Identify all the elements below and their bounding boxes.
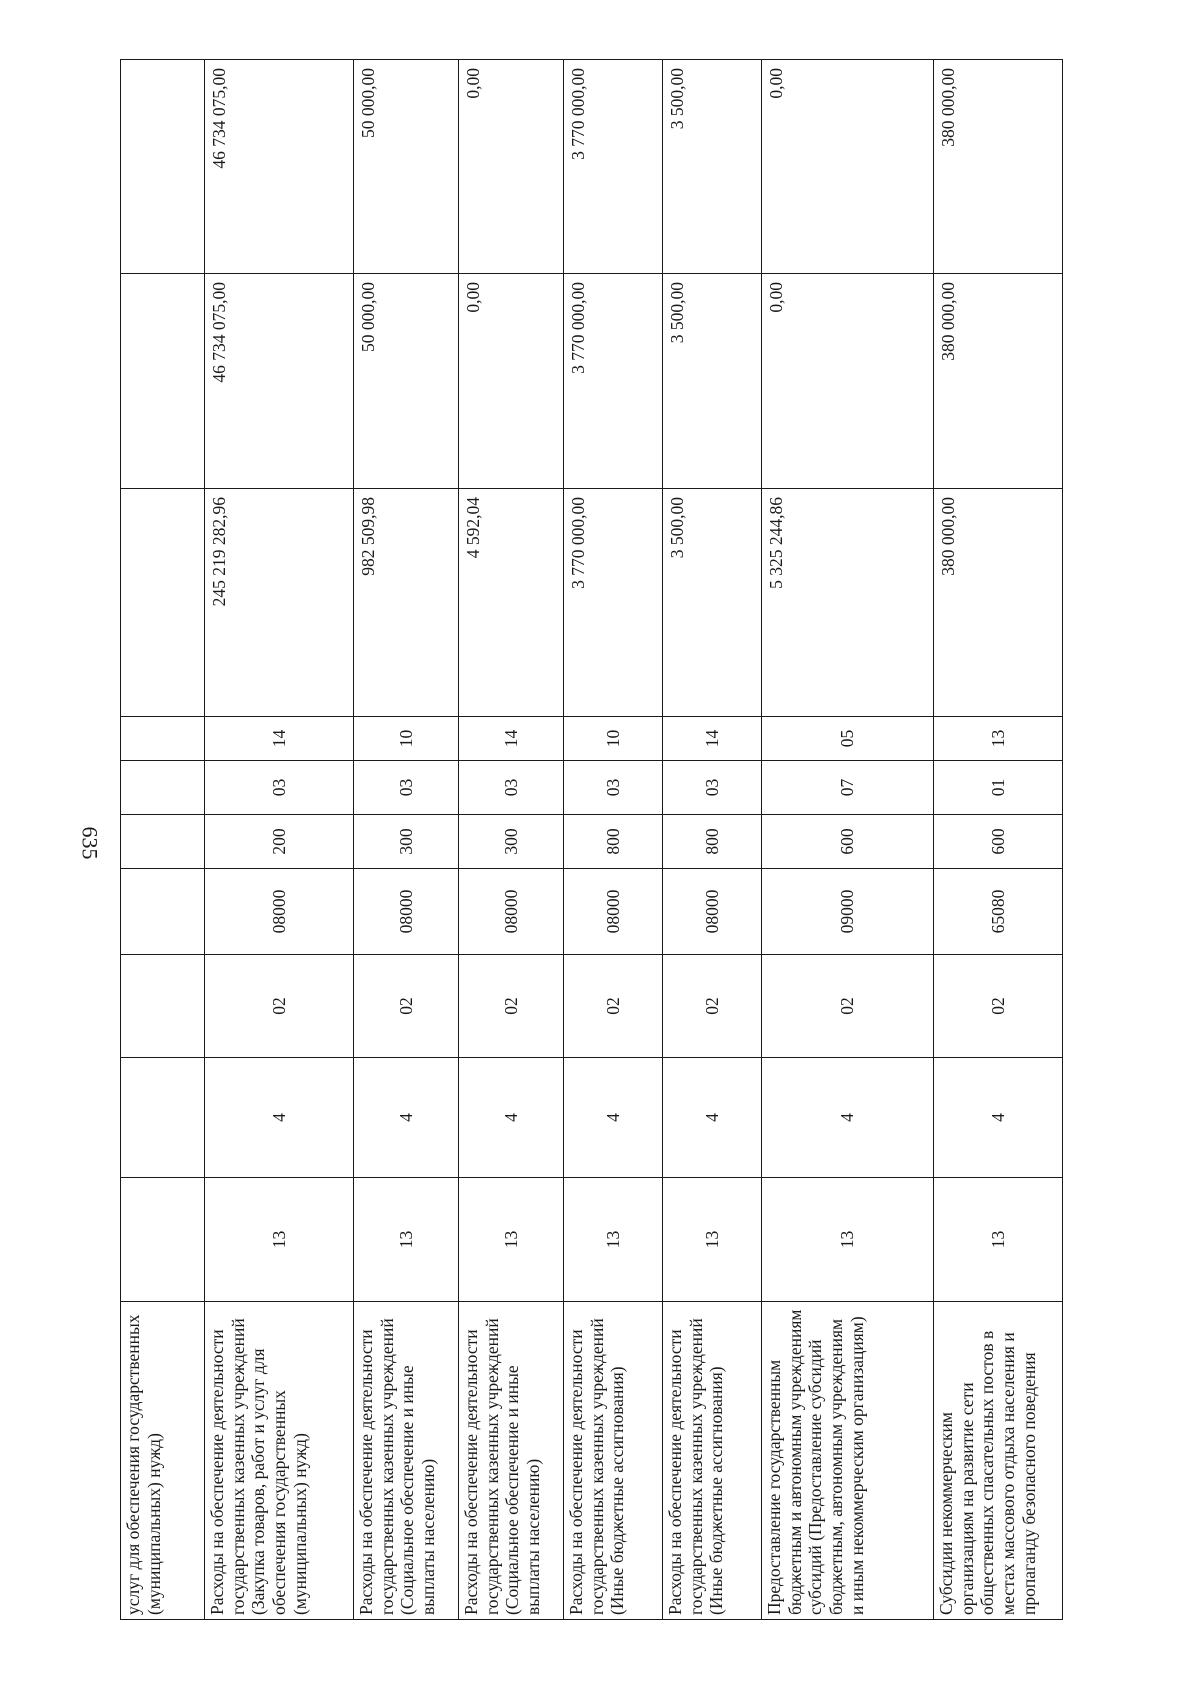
code-cell: 02	[354, 955, 459, 1058]
description-cell: Субсидии некоммерческим организациям на развитие сети общественных спасательных постов в местах массового отдыха населения и пропаганду безопасного поведения	[934, 1302, 1063, 1620]
amount-cell: 0,00	[459, 60, 564, 274]
amount-cell: 4 592,04	[459, 489, 564, 717]
code-cell: 03	[564, 761, 663, 815]
amount-cell: 46 734 075,00	[205, 274, 354, 489]
amount-cell: 3 770 000,00	[564, 489, 663, 717]
code-cell: 800	[663, 815, 762, 869]
description-cell: услуг для обеспечения государственных (муниципальных) нужд)	[121, 1302, 205, 1620]
code-cell: 09000	[762, 869, 934, 955]
code-cell: 08000	[663, 869, 762, 955]
code-cell: 03	[459, 761, 564, 815]
description-cell: Расходы на обеспечение деятельности государственных казенных учреждений (Иные бюджетные ассигнования)	[663, 1302, 762, 1620]
amount-cell: 50 000,00	[354, 274, 459, 489]
description-cell: Расходы на обеспечение деятельности государственных казенных учреждений (Закупка товаров, работ и услуг для обеспечения государственных (муниципальных) нужд)	[205, 1302, 354, 1620]
code-cell: 4	[663, 1058, 762, 1178]
table-row	[459, 60, 564, 1620]
amount-cell: 46 734 075,00	[205, 60, 354, 274]
code-cell: 300	[459, 815, 564, 869]
code-cell: 600	[762, 815, 934, 869]
code-cell: 10	[564, 717, 663, 761]
code-cell: 02	[663, 955, 762, 1058]
code-cell: 800	[564, 815, 663, 869]
code-cell: 13	[934, 717, 1063, 761]
code-cell: 4	[459, 1058, 564, 1178]
code-cell: 4	[934, 1058, 1063, 1178]
amount-cell: 3 770 000,00	[564, 274, 663, 489]
code-cell: 13	[205, 1178, 354, 1302]
amount-cell: 380 000,00	[934, 274, 1063, 489]
code-cell: 05	[762, 717, 934, 761]
code-cell: 14	[205, 717, 354, 761]
code-cell: 4	[354, 1058, 459, 1178]
code-cell: 65080	[934, 869, 1063, 955]
amount-cell: 380 000,00	[934, 489, 1063, 717]
amount-cell: 982 509,98	[354, 489, 459, 717]
code-cell: 01	[934, 761, 1063, 815]
table-row	[762, 60, 934, 1620]
amount-cell: 0,00	[762, 60, 934, 274]
code-cell: 200	[205, 815, 354, 869]
amount-cell: 5 325 244,86	[762, 489, 934, 717]
code-cell: 02	[934, 955, 1063, 1058]
code-cell	[121, 761, 205, 815]
code-cell: 02	[762, 955, 934, 1058]
amount-cell	[121, 489, 205, 717]
amount-cell: 380 000,00	[934, 60, 1063, 274]
description-cell: Расходы на обеспечение деятельности государственных казенных учреждений (Социальное обеспечение и иные выплаты населению)	[354, 1302, 459, 1620]
amount-cell: 3 500,00	[663, 60, 762, 274]
table-row	[564, 60, 663, 1620]
amount-cell: 245 219 282,96	[205, 489, 354, 717]
amount-cell: 3 500,00	[663, 489, 762, 717]
code-cell	[121, 717, 205, 761]
code-cell: 03	[354, 761, 459, 815]
code-cell: 03	[663, 761, 762, 815]
page-number: 635	[77, 826, 103, 860]
code-cell: 13	[459, 1178, 564, 1302]
code-cell: 13	[663, 1178, 762, 1302]
code-cell: 14	[459, 717, 564, 761]
code-cell: 08000	[564, 869, 663, 955]
code-cell: 4	[564, 1058, 663, 1178]
code-cell: 03	[205, 761, 354, 815]
amount-cell: 0,00	[459, 274, 564, 489]
code-cell: 07	[762, 761, 934, 815]
amount-cell: 50 000,00	[354, 60, 459, 274]
code-cell: 08000	[205, 869, 354, 955]
code-cell	[121, 1058, 205, 1178]
code-cell: 13	[934, 1178, 1063, 1302]
description-cell: Предоставление государственным бюджетным и автономным учреждениям субсидий (Предоставление субсидий бюджетным, автономным учреждениям и иным некоммерческим организациям)	[762, 1302, 934, 1620]
budget-table	[120, 59, 1063, 1620]
code-cell: 02	[205, 955, 354, 1058]
code-cell: 600	[934, 815, 1063, 869]
code-cell: 02	[459, 955, 564, 1058]
code-cell: 02	[564, 955, 663, 1058]
code-cell	[121, 1178, 205, 1302]
table-row	[663, 60, 762, 1620]
code-cell: 4	[762, 1058, 934, 1178]
code-cell: 13	[762, 1178, 934, 1302]
description-cell: Расходы на обеспечение деятельности государственных казенных учреждений (Социальное обеспечение и иные выплаты населению)	[459, 1302, 564, 1620]
amount-cell	[121, 274, 205, 489]
table-row	[934, 60, 1063, 1620]
table-row	[121, 60, 205, 1620]
code-cell: 08000	[459, 869, 564, 955]
code-cell: 13	[564, 1178, 663, 1302]
amount-cell: 0,00	[762, 274, 934, 489]
code-cell: 13	[354, 1178, 459, 1302]
code-cell	[121, 869, 205, 955]
description-cell: Расходы на обеспечение деятельности государственных казенных учреждений (Иные бюджетные ассигнования)	[564, 1302, 663, 1620]
amount-cell	[121, 60, 205, 274]
code-cell	[121, 815, 205, 869]
code-cell	[121, 955, 205, 1058]
code-cell: 4	[205, 1058, 354, 1178]
code-cell: 300	[354, 815, 459, 869]
table-row	[205, 60, 354, 1620]
code-cell: 10	[354, 717, 459, 761]
amount-cell: 3 500,00	[663, 274, 762, 489]
table-row	[354, 60, 459, 1620]
amount-cell: 3 770 000,00	[564, 60, 663, 274]
code-cell: 14	[663, 717, 762, 761]
code-cell: 08000	[354, 869, 459, 955]
rotated-page	[120, 60, 1039, 1620]
